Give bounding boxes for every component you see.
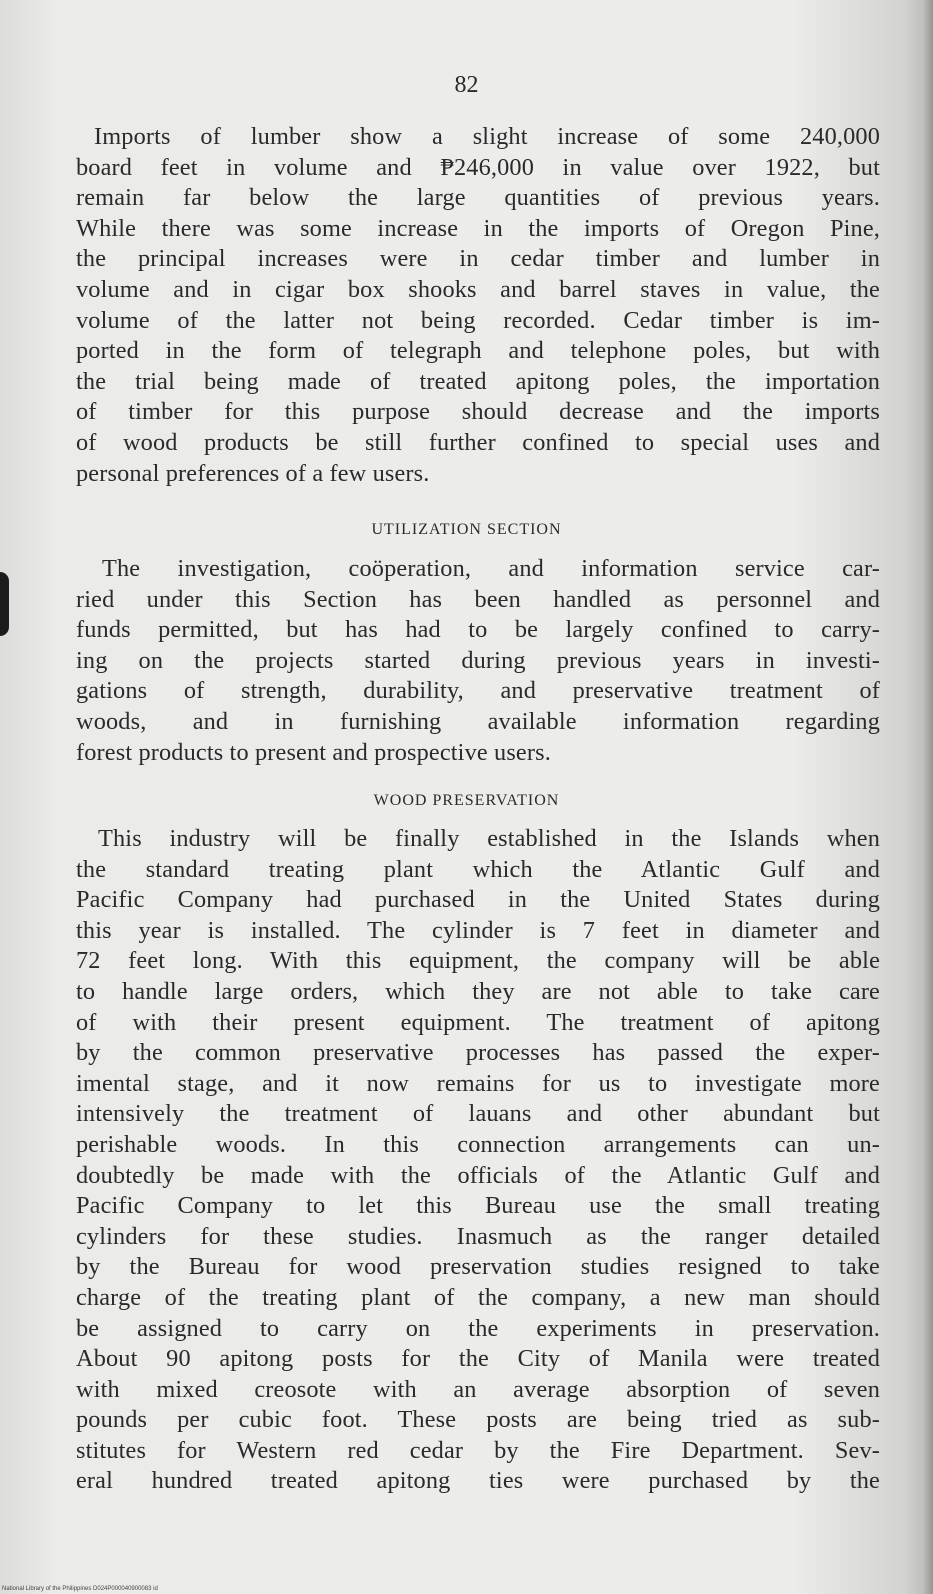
text-line: ing on the projects started during previous years in investi- <box>76 646 880 674</box>
text-line: gations of strength, durability, and preservative treatment of <box>76 677 880 705</box>
text-line: board feet in volume and ₱246,000 in value over 1922, but <box>76 153 880 181</box>
text-line: personal preferences of a few users. <box>76 459 430 487</box>
text-line: 72 feet long. With this equipment, the company will be able <box>76 947 880 975</box>
text-line: the trial being made of treated apitong poles, the importation <box>76 367 880 395</box>
text-line: cylinders for these studies. Inasmuch as the ranger detailed <box>76 1222 880 1250</box>
text-line: About 90 apitong posts for the City of Manila were treated <box>76 1345 880 1373</box>
text-line: ried under this Section has been handled as personnel and <box>76 585 880 613</box>
text-line: funds permitted, but has had to be largely confined to carry- <box>76 616 880 644</box>
text-line: stitutes for Western red cedar by the Fire Department. Sev- <box>76 1436 880 1464</box>
text-line: with mixed creosote with an average absorption of seven <box>76 1375 880 1403</box>
text-line: be assigned to carry on the experiments in preservation. <box>76 1314 880 1342</box>
text-line: This industry will be finally established in the Islands when <box>98 825 880 852</box>
text-line: this year is installed. The cylinder is 7 feet in diameter and <box>76 916 880 944</box>
text-line: perishable woods. In this connection arrangements can un- <box>76 1130 880 1158</box>
text-line: of with their present equipment. The treatment of apitong <box>76 1008 880 1036</box>
text-line: the standard treating plant which the Atlantic Gulf and <box>76 855 880 883</box>
text-line: to handle large orders, which they are not able to take care <box>76 977 880 1005</box>
paragraph-imports <box>76 122 880 489</box>
text-line: imental stage, and it now remains for us to investigate more <box>76 1069 880 1097</box>
text-line: volume of the latter not being recorded. Cedar timber is im- <box>76 306 880 334</box>
section-heading-wood-preservation: WOOD PRESERVATION <box>373 792 560 809</box>
text-line: ported in the form of telegraph and telephone poles, but with <box>76 337 880 365</box>
text-line: doubtedly be made with the officials of the Atlantic Gulf and <box>76 1161 880 1189</box>
text-line: While there was some increase in the imports of Oregon Pine, <box>76 214 880 242</box>
text-line: remain far below the large quantities of previous years. <box>76 184 880 212</box>
text-line: intensively the treatment of lauans and other abundant but <box>76 1100 880 1128</box>
text-line: volume and in cigar box shooks and barrel staves in value, the <box>76 275 880 303</box>
text-line: of wood products be still further confined to special uses and <box>76 428 880 456</box>
text-line: Pacific Company had purchased in the United States during <box>76 886 880 914</box>
text-line: charge of the treating plant of the company, a new man should <box>76 1283 880 1311</box>
text-line: by the common preservative processes has passed the exper- <box>76 1039 880 1067</box>
text-line: The investigation, coöperation, and information service car- <box>102 555 880 582</box>
paragraph-utilization <box>76 554 880 768</box>
text-line: by the Bureau for wood preservation studies resigned to take <box>76 1253 880 1281</box>
page-number: 82 <box>454 72 479 98</box>
text-line: eral hundred treated apitong ties were purchased by the <box>76 1467 880 1495</box>
paragraph-wood-preservation <box>76 824 880 1497</box>
text-line: the principal increases were in cedar timber and lumber in <box>76 245 880 273</box>
text-line: of timber for this purpose should decrease and the imports <box>76 398 880 426</box>
text-line: Imports of lumber show a slight increase of some 240,000 <box>94 123 880 150</box>
text-line: forest products to present and prospective users. <box>76 738 551 766</box>
text-line: Pacific Company to let this Bureau use the small treating <box>76 1192 880 1220</box>
scan-footer-note: National Library of the Philippines D024P000040900083 id <box>2 1586 158 1592</box>
text-line: woods, and in furnishing available information regarding <box>76 707 880 735</box>
section-heading-utilization: UTILIZATION SECTION <box>371 521 562 538</box>
binding-mark <box>0 572 9 636</box>
text-line: pounds per cubic foot. These posts are being tried as sub- <box>76 1406 880 1434</box>
